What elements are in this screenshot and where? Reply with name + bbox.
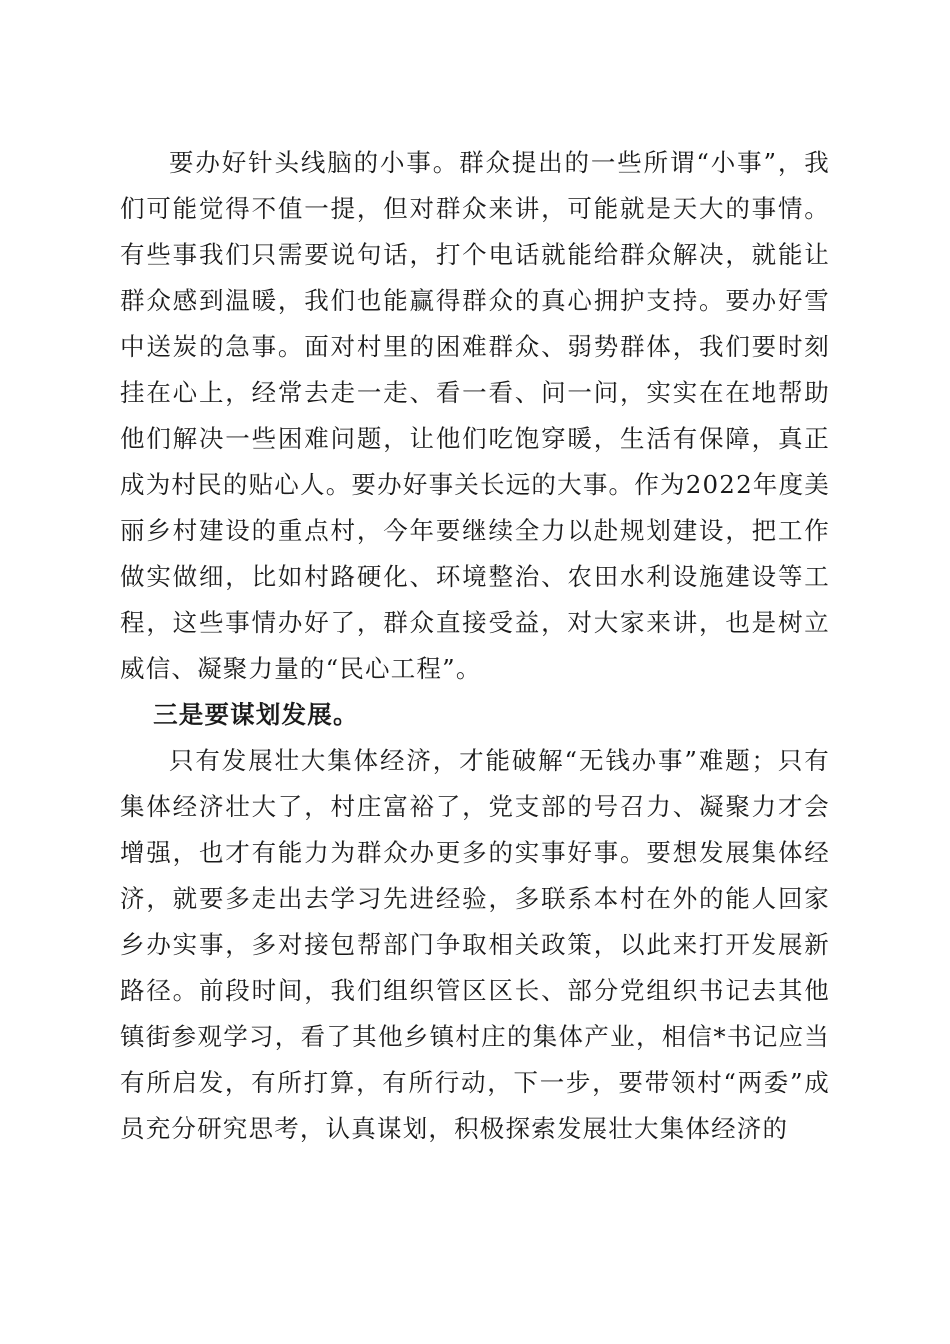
section-heading-plan-development: 三是要谋划发展。: [153, 700, 359, 729]
paragraph-collective-economy: 只有发展壮大集体经济，才能破解“无钱办事”难题；只有集体经济壮大了，村庄富裕了，党支部的号召力、凝聚力才会增强，也才有能力为群众办更多的实事好事。要想发展集体经济，就要多走出去学习先进经验，多联系本村在外的能人回家乡办实事，多对接包帮部门争取相关政策，以此来打开发展新路径。前段时间，我们组织管区区长、部分党组织书记去其他镇街参观学习，看了其他乡镇村庄的集体产业，相信*书记应当有所启发，有所打算，有所行动，下一步，要带领村“两委”成员充分研究思考，认真谋划，积极探索发展壮大集体经济的: [120, 746, 830, 1143]
document-body: [120, 140, 830, 1152]
paragraph-small-matters: 要办好针头线脑的小事。群众提出的一些所谓“小事”，我们可能觉得不值一提，但对群众来讲，可能就是天大的事情。有些事我们只需要说句话，打个电话就能给群众解决，就能让群众感到温暖，我们也能赢得群众的真心拥护支持。要办好雪中送炭的急事。面对村里的困难群众、弱势群体，我们要时刻挂在心上，经常去走一走、看一看、问一问，实实在在地帮助他们解决一些困难问题，让他们吃饱穿暖，生活有保障，真正成为村民的贴心人。要办好事关长远的大事。作为2022年度美丽乡村建设的重点村，今年要继续全力以赴规划建设，把工作做实做细，比如村路硬化、环境整治、农田水利设施建设等工程，这些事情办好了，群众直接受益，对大家来讲，也是树立威信、凝聚力量的“民心工程”。: [120, 148, 830, 683]
